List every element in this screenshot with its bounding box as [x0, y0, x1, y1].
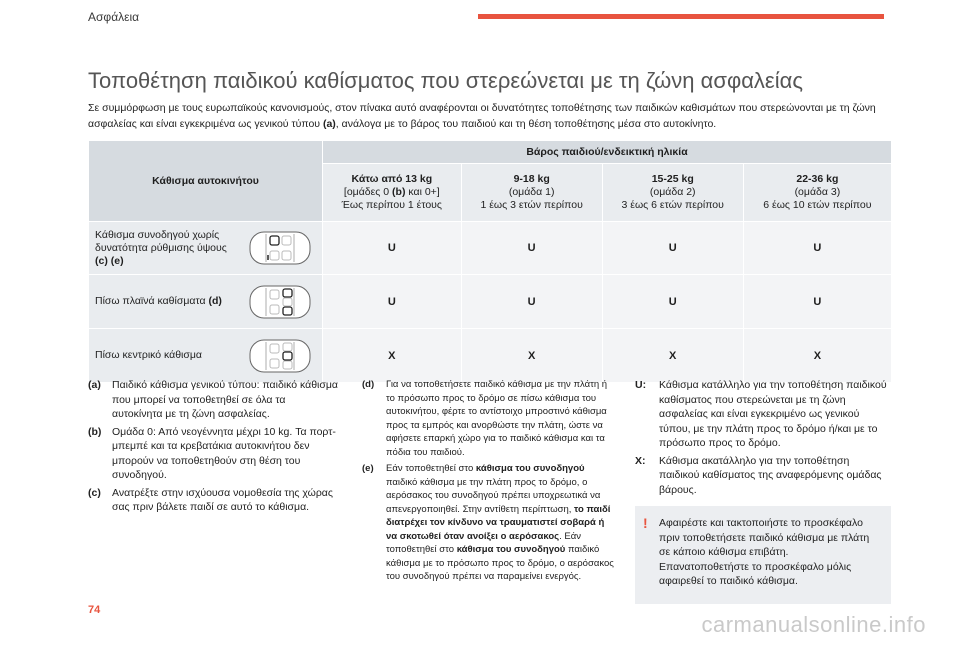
warning-exclamation-icon: !	[643, 515, 648, 531]
section-label: Ασφάλεια	[88, 10, 140, 24]
page-title: Τοποθέτηση παιδικού καθίσματος που στερεώνεται με τη ζώνη ασφαλείας	[88, 68, 803, 93]
cell-value: U	[323, 222, 462, 275]
notes-mid	[362, 378, 614, 587]
car-rear-side-seats-icon	[244, 282, 316, 322]
cell-value: X	[461, 329, 602, 383]
table-row	[89, 275, 892, 329]
cell-value: U	[743, 275, 891, 329]
cell-value: U	[743, 222, 891, 275]
list-item: (e) Εάν τοποθετηθεί στο κάθισμα του συνοδηγού παιδικό κάθισμα με την πλάτη προς το δρόμο, ο αερόσακος του συνοδηγού πρέπει υποχρεωτικά να απενεργοποιηθεί. Στην αντίθετη περίπτωση, το παιδί διατρέχει τον κίνδυνο να τραυματιστεί σοβαρά ή να σκοτωθεί όταν ανοίξει ο αερόσακος. Εάν τοποθετηθεί στο κάθισμα του συνοδηγού παιδικό κάθισμα με το πρόσωπο προς το δρόμο, ο αερόσακος του συνοδηγού πρέπει να παραμείνει ενεργός.	[362, 463, 614, 582]
cell-value: X	[602, 329, 743, 383]
list-item: (a) Παιδικό κάθισμα γενικού τύπου: παιδικό κάθισμα που μπορεί να τοποθετηθεί σε όλα τα αυτοκίνητα με τη ζώνη ασφαλείας.	[88, 379, 338, 420]
group-header-3: 22-36 kg (ομάδα 3) 6 έως 10 ετών περίπου	[743, 164, 891, 222]
cell-value: X	[743, 329, 891, 383]
watermark: carmanualsonline.info	[701, 612, 926, 637]
list-item: (b) Ομάδα 0: Από νεογέννητα μέχρι 10 kg. Τα πορτ-μπεμπέ και τα κρεβατάκια αυτοκινήτου δεν μπορούν να τοποθετηθούν στη θέση του συνοδηγού.	[88, 425, 336, 481]
car-rear-center-seat-icon	[244, 336, 316, 376]
warning-text: Αφαιρέστε και τακτοποιήστε το προσκέφαλο πριν τοποθετήσετε παιδικό κάθισμα με πλάτη σε κάποιο κάθισμα επιβάτη. Επανατοποθετήστε το προσκέφαλο μόλις αφαιρεθεί το παιδικό κάθισμα.	[659, 517, 870, 587]
cell-value: U	[461, 275, 602, 329]
group-header-1: 9-18 kg (ομάδα 1) 1 έως 3 ετών περίπου	[461, 164, 602, 222]
cell-value: U	[602, 275, 743, 329]
list-item: X: Κάθισμα ακατάλληλο για την τοποθέτηση παιδικού καθίσματος της αναφερόμενης ομάδας βάρους.	[635, 454, 882, 496]
cell-value: U	[323, 275, 462, 329]
row-label: Κάθισμα συνοδηγού χωρίς δυνατότητα ρύθμισης ύψους (c) (e)	[89, 222, 323, 275]
intro-paragraph: Σε συμμόρφωση με τους ευρωπαϊκούς κανονισμούς, στον πίνακα αυτό αναφέρονται οι δυνατότητες τοποθέτησης των παιδικών καθισμάτων που στερεώνονται με τη ζώνη ασφαλείας και είναι εγκεκριμένα ως γενικού τύπου (a), ανάλογα με το βάρος του παιδιού και τη θέση τοποθέτησης μέσα στο αυτοκίνητο.	[88, 102, 876, 130]
notes-left	[88, 378, 338, 518]
list-item: U: Κάθισμα κατάλληλο για την τοποθέτηση παιδικού καθίσματος που στερεώνεται με τη ζώνη ασφαλείας και είναι εγκεκριμένο ως γενικού τύπου, με την πλάτη προς το δρόμο ή/και με το πρόσωπο προς το δρόμο.	[635, 379, 887, 449]
group-header-0: Κάτω από 13 kg [ομάδες 0 (b) και 0+] Έως περίπου 1 έτους	[323, 164, 462, 222]
notes-right	[635, 378, 891, 500]
header-seat: Κάθισμα αυτοκινήτου	[89, 141, 323, 222]
list-item: (c) Ανατρέξτε στην ισχύουσα νομοθεσία της χώρας σας πριν βάλετε παιδί σε αυτό το κάθισμα.	[88, 486, 333, 513]
group-header-2: 15-25 kg (ομάδα 2) 3 έως 6 ετών περίπου	[602, 164, 743, 222]
header-weight: Βάρος παιδιού/ενδεικτική ηλικία	[323, 141, 892, 164]
accent-bar	[478, 14, 884, 19]
page-number: 74	[88, 604, 101, 616]
warning-box	[635, 506, 891, 604]
list-item: (d) Για να τοποθετήσετε παιδικό κάθισμα με την πλάτη ή το πρόσωπο προς το δρόμο σε πίσω κάθισμα του αυτοκινήτου, φέρτε το αντίστοιχο μπροστινό κάθισμα προς τα εμπρός και ανορθώστε την πλάτη, ώστε να αφήσετε επαρκή χώρο για το παιδικό κάθισμα και τα πόδια του παιδιού.	[362, 379, 608, 458]
table-row	[89, 222, 892, 275]
seat-compatibility-table	[88, 140, 892, 383]
car-front-passenger-seat-icon	[244, 228, 316, 268]
cell-value: X	[323, 329, 462, 383]
cell-value: U	[602, 222, 743, 275]
row-label: Πίσω πλαϊνά καθίσματα (d)	[89, 275, 323, 329]
table-row	[89, 329, 892, 383]
row-label: Πίσω κεντρικό κάθισμα	[89, 329, 323, 383]
cell-value: U	[461, 222, 602, 275]
